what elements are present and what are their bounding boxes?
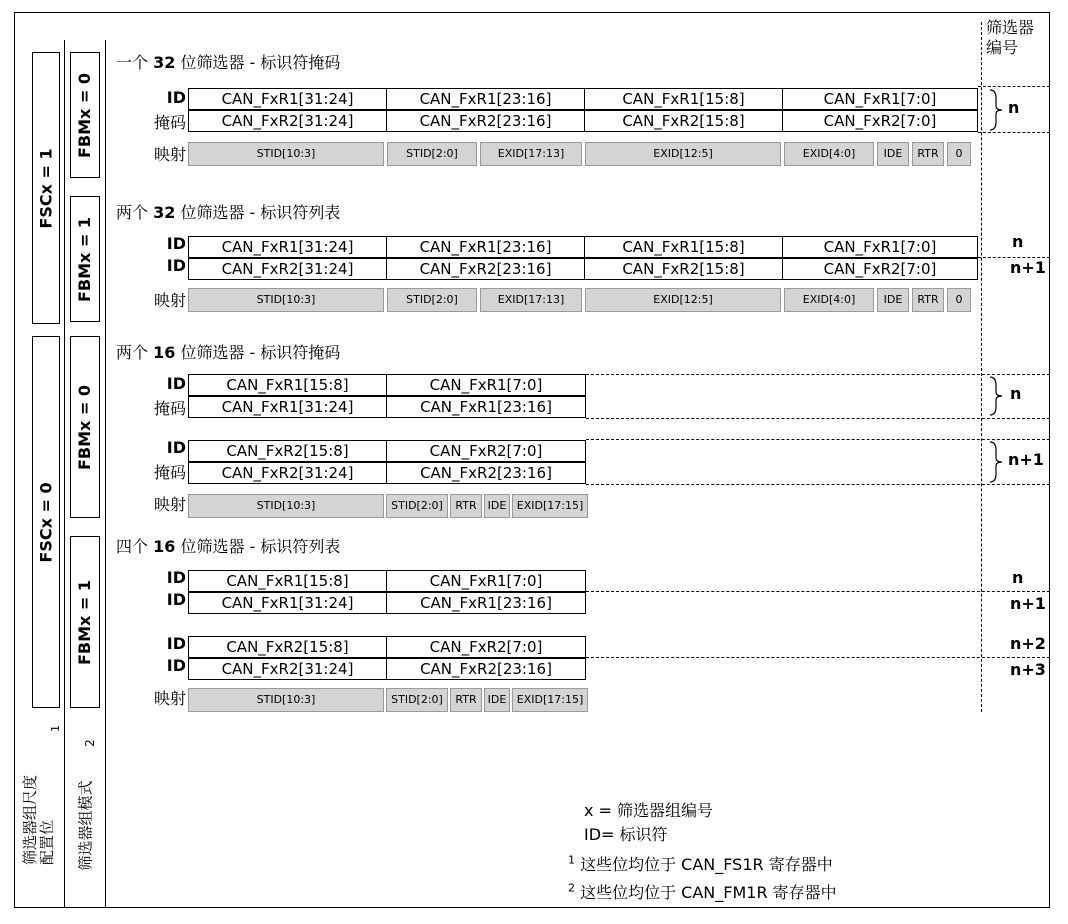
reg-cell: CAN_FxR1[23:16] <box>387 89 585 109</box>
map-cell: STID[10:3] <box>188 688 384 712</box>
s3-id-label-b: ID <box>166 438 186 457</box>
scale-config-caption: 筛选器组尺度 配置位 <box>21 774 57 866</box>
s3-reg-b2 <box>188 462 586 484</box>
s3-mask-label-a: 掩码 <box>153 399 186 418</box>
s3-number-n1: n+1 <box>1008 450 1044 469</box>
s1-map-label: 映射 <box>153 145 186 164</box>
filter-number-header: 筛选器 编号 <box>986 18 1035 57</box>
map-cell: 0 <box>947 288 971 312</box>
fsc0-box <box>32 336 60 708</box>
s3-reg-a1 <box>188 374 586 396</box>
reg-cell: CAN_FxR1[15:8] <box>585 237 783 257</box>
s2-id-label-2: ID <box>166 256 186 275</box>
section4-title: 四个 16 位筛选器 - 标识符列表 <box>116 537 341 556</box>
reg-cell: CAN_FxR1[23:16] <box>420 398 552 416</box>
map-cell: STID[2:0] <box>387 288 477 312</box>
s3-reg-a2 <box>188 396 586 418</box>
s4-number-n1: n+1 <box>1010 594 1046 613</box>
s1-map-row <box>188 142 971 166</box>
s1-number: n <box>1008 98 1020 117</box>
fbm1-box-16 <box>70 536 100 708</box>
s3-brace-a-icon <box>988 375 1004 417</box>
reg-cell: CAN_FxR2[31:24] <box>189 111 387 131</box>
s4-number-n2: n+2 <box>1010 634 1046 653</box>
s1-dash-bottom <box>978 132 1050 133</box>
left-col-divider-2 <box>105 40 106 908</box>
s3-dash-a-bottom <box>586 418 1050 419</box>
s3-dash-b-top <box>586 439 1050 440</box>
fbm1-label-32: FBMx = 1 <box>75 216 95 302</box>
reg-cell: CAN_FxR1[7:0] <box>429 572 543 590</box>
map-cell: EXID[12:5] <box>585 288 781 312</box>
reg-cell: CAN_FxR2[23:16] <box>387 111 585 131</box>
s4-map-row <box>188 688 588 712</box>
fsc0-label: FSCx = 0 <box>36 481 56 563</box>
reg-cell: CAN_FxR2[15:8] <box>585 111 783 131</box>
reg-cell: CAN_FxR1[7:0] <box>429 376 543 394</box>
s4-dash-2 <box>586 657 1050 658</box>
map-cell: STID[2:0] <box>386 494 448 518</box>
reg-cell: CAN_FxR2[7:0] <box>823 260 937 278</box>
section2-title: 两个 32 位筛选器 - 标识符列表 <box>116 203 341 222</box>
reg-cell: CAN_FxR2[7:0] <box>429 442 543 460</box>
fbm0-box-32 <box>70 52 100 178</box>
s4-reg-a1 <box>188 570 586 592</box>
reg-cell: CAN_FxR2[7:0] <box>823 112 937 130</box>
mode-caption-sup: 2 <box>82 739 97 747</box>
reg-cell: CAN_FxR2[15:8] <box>189 637 387 657</box>
reg-cell: CAN_FxR2[23:16] <box>387 259 585 279</box>
s3-brace-b-icon <box>988 440 1004 484</box>
left-col-divider <box>64 40 65 908</box>
reg-cell: CAN_FxR1[15:8] <box>189 375 387 395</box>
s2-number-n1: n+1 <box>1010 258 1046 277</box>
s4-number-n: n <box>1012 568 1024 587</box>
map-cell: EXID[17:15] <box>512 688 588 712</box>
reg-cell: CAN_FxR1[23:16] <box>387 237 585 257</box>
reg-cell: CAN_FxR1[15:8] <box>585 89 783 109</box>
reg-cell: CAN_FxR2[23:16] <box>420 660 552 678</box>
right-dashed-divider <box>981 22 982 712</box>
legend-note1: $^1$ 这些位均位于 CAN_FS1R 寄存器中 <box>568 853 833 874</box>
s3-mask-label-b: 掩码 <box>153 463 186 482</box>
s3-dash-b-bottom <box>586 484 1050 485</box>
s3-map-label: 映射 <box>153 495 186 514</box>
s2-number-n: n <box>1012 232 1024 251</box>
map-cell: 0 <box>947 142 971 166</box>
s4-reg-b2 <box>188 658 586 680</box>
map-cell: EXID[4:0] <box>784 142 874 166</box>
map-cell: EXID[12:5] <box>585 142 781 166</box>
reg-cell: CAN_FxR1[23:16] <box>420 594 552 612</box>
s4-id-label-4: ID <box>166 656 186 675</box>
reg-cell: CAN_FxR2[7:0] <box>429 638 543 656</box>
fbm0-label-16: FBMx = 0 <box>75 384 95 470</box>
fsc1-label: FSCx = 1 <box>36 147 56 229</box>
reg-cell: CAN_FxR1[31:24] <box>189 397 387 417</box>
reg-cell: CAN_FxR1[31:24] <box>189 89 387 109</box>
fbm1-label-16: FBMx = 1 <box>75 579 95 665</box>
reg-cell: CAN_FxR2[15:8] <box>189 441 387 461</box>
s4-number-n3: n+3 <box>1010 660 1046 679</box>
s3-id-label-a: ID <box>166 374 186 393</box>
legend-x: x = 筛选器组编号 <box>584 801 714 820</box>
fsc1-box <box>32 52 60 324</box>
s4-dash-1 <box>586 591 1050 592</box>
map-cell: IDE <box>877 288 909 312</box>
section1-title: 一个 32 位筛选器 - 标识符掩码 <box>116 53 341 72</box>
map-cell: STID[2:0] <box>386 688 448 712</box>
s3-map-row <box>188 494 588 518</box>
s4-reg-a2 <box>188 592 586 614</box>
reg-cell: CAN_FxR2[31:24] <box>189 659 387 679</box>
s1-id-label: ID <box>166 88 186 107</box>
s4-id-label-1: ID <box>166 568 186 587</box>
map-cell: EXID[17:15] <box>512 494 588 518</box>
s1-reg-row2 <box>188 110 978 132</box>
s2-map-label: 映射 <box>153 291 186 310</box>
s3-number-n: n <box>1010 384 1022 403</box>
map-cell: STID[10:3] <box>188 142 384 166</box>
s1-mask-label: 掩码 <box>153 113 186 132</box>
map-cell: RTR <box>450 494 482 518</box>
reg-cell: CAN_FxR2[31:24] <box>189 259 387 279</box>
s3-reg-b1 <box>188 440 586 462</box>
map-cell: STID[10:3] <box>188 494 384 518</box>
reg-cell: CAN_FxR2[31:24] <box>189 463 387 483</box>
reg-cell: CAN_FxR1[31:24] <box>189 593 387 613</box>
s1-brace-icon <box>988 88 1004 132</box>
s4-map-label: 映射 <box>153 689 186 708</box>
s4-reg-b1 <box>188 636 586 658</box>
reg-cell: CAN_FxR2[23:16] <box>420 464 552 482</box>
map-cell: EXID[4:0] <box>784 288 874 312</box>
reg-cell: CAN_FxR1[7:0] <box>823 238 937 256</box>
map-cell: RTR <box>450 688 482 712</box>
map-cell: RTR <box>912 142 944 166</box>
s3-dash-a-top <box>586 374 1050 375</box>
fbm0-box-16 <box>70 336 100 518</box>
s2-reg-row1 <box>188 236 978 258</box>
reg-cell: CAN_FxR1[31:24] <box>189 237 387 257</box>
s1-dash-top <box>978 86 1050 87</box>
s2-id-label: ID <box>166 234 186 253</box>
reg-cell: CAN_FxR1[7:0] <box>823 90 937 108</box>
fbm0-label-32: FBMx = 0 <box>75 72 95 158</box>
map-cell: EXID[17:13] <box>480 142 582 166</box>
map-cell: EXID[17:13] <box>480 288 582 312</box>
s2-reg-row2 <box>188 258 978 280</box>
reg-cell: CAN_FxR1[15:8] <box>189 571 387 591</box>
s1-reg-row1 <box>188 88 978 110</box>
legend-note2: $^2$ 这些位均位于 CAN_FM1R 寄存器中 <box>568 881 837 902</box>
scale-config-sup: 1 <box>49 725 62 732</box>
section3-title: 两个 16 位筛选器 - 标识符掩码 <box>116 343 341 362</box>
s2-map-row <box>188 288 971 312</box>
reg-cell: CAN_FxR2[15:8] <box>585 259 783 279</box>
map-cell: IDE <box>877 142 909 166</box>
legend-id: ID= 标识符 <box>584 825 668 844</box>
map-cell: STID[10:3] <box>188 288 384 312</box>
map-cell: IDE <box>484 688 510 712</box>
map-cell: IDE <box>484 494 510 518</box>
map-cell: STID[2:0] <box>387 142 477 166</box>
mode-caption: 筛选器组模式 <box>76 779 95 871</box>
s4-id-label-2: ID <box>166 590 186 609</box>
map-cell: RTR <box>912 288 944 312</box>
fbm1-box-32 <box>70 196 100 322</box>
s4-id-label-3: ID <box>166 634 186 653</box>
